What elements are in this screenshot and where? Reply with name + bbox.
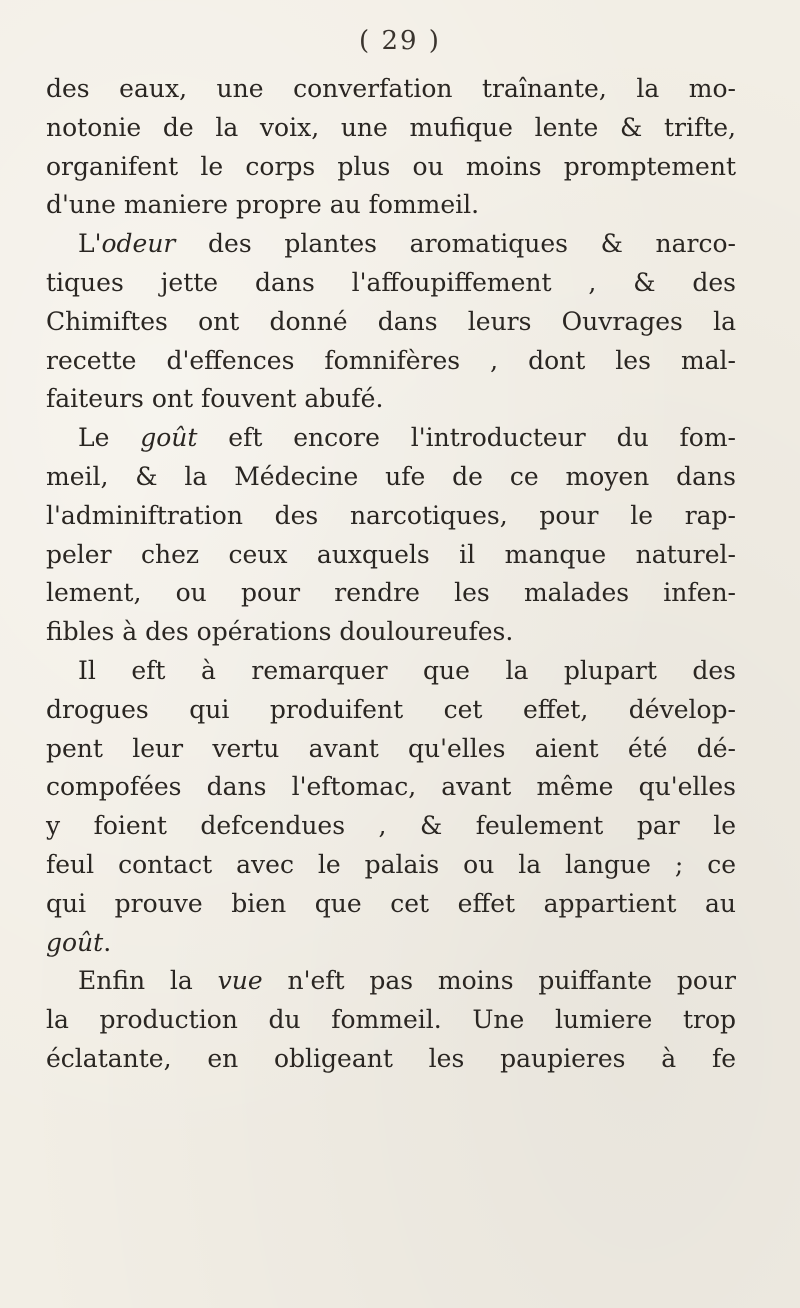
- text-line: des eaux, une converfation traînante, la mo-: [46, 74, 736, 103]
- text-line: d'une maniere propre au fommeil.: [46, 190, 480, 220]
- text-line: Le goût eft encore l'introducteur du fom-: [78, 423, 736, 453]
- text-line: organifent le corps plus ou moins promptement: [46, 151, 736, 181]
- text-line: peler chez ceux auxquels il manque naturel-: [46, 539, 736, 569]
- text-line: fibles à des opérations douloureufes.: [46, 617, 514, 647]
- text-line: L'odeur des plantes aromatiques & narco-: [78, 229, 736, 259]
- text-line: qui prouve bien que cet effet appartient au: [46, 888, 736, 918]
- text-line: Enfin la vue n'eft pas moins puiffante pour: [78, 966, 736, 996]
- text-line: lement, ou pour rendre les malades infen-: [46, 578, 736, 608]
- text-line: faiteurs ont fouvent abufé.: [46, 384, 384, 414]
- text-line: goût.: [46, 927, 112, 957]
- text-line: tiques jette dans l'affoupiffement , & des: [46, 267, 736, 297]
- text-line: Il eft à remarquer que la plupart des: [78, 655, 736, 685]
- text-line: notonie de la voix, une mufique lente & trifte,: [46, 112, 736, 142]
- text-line: compofées dans l'eftomac, avant même qu'elles: [46, 772, 736, 802]
- text-line: feul contact avec le palais ou la langue ; ce: [46, 849, 736, 879]
- text-line: drogues qui produifent cet effet, dévelop-: [46, 694, 736, 724]
- text-line: l'adminiftration des narcotiques, pour le rap-: [46, 500, 736, 530]
- text-line: la production du fommeil. Une lumiere trop: [46, 1005, 736, 1035]
- text-line: Chimiftes ont donné dans leurs Ouvrages la: [46, 306, 736, 336]
- page-number: ( 29 ): [359, 26, 441, 56]
- text-line: recette d'effences fomnifères , dont les mal-: [46, 345, 736, 375]
- text-line: éclatante, en obligeant les paupieres à fe: [46, 1043, 736, 1073]
- body-text: [46, 70, 736, 1079]
- text-line: meil, & la Médecine ufe de ce moyen dans: [46, 461, 736, 491]
- text-line: y foient defcendues , & feulement par le: [46, 811, 736, 841]
- text-line: pent leur vertu avant qu'elles aient été dé-: [46, 733, 736, 763]
